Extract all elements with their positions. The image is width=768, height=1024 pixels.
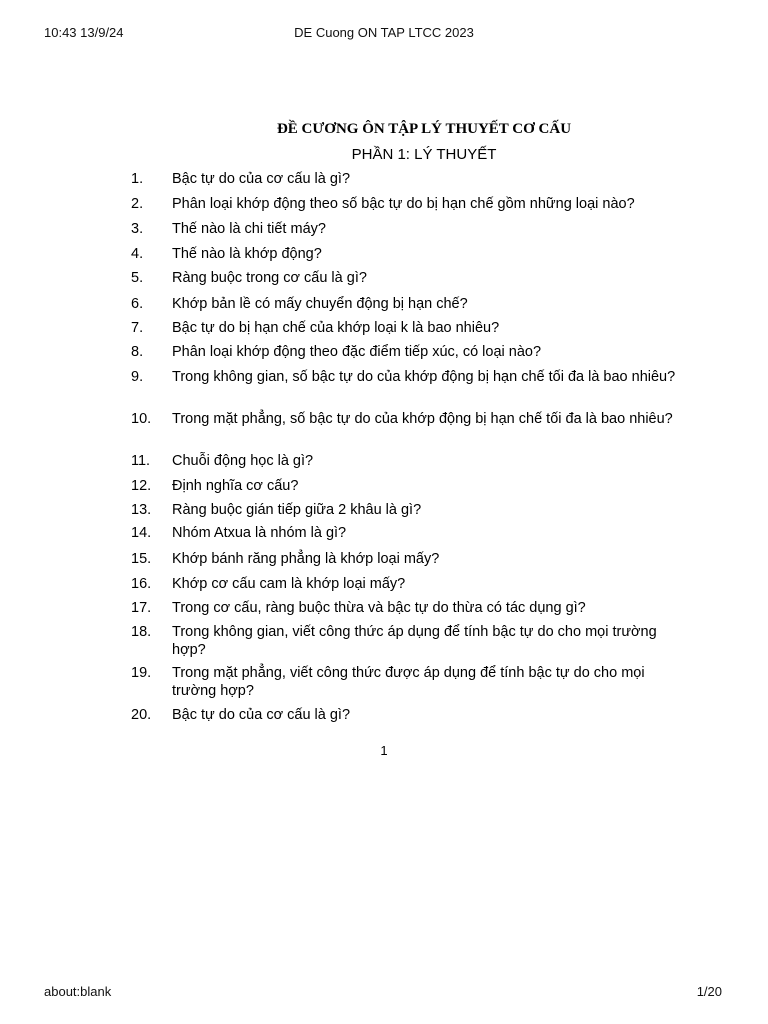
question-text: Phân loại khớp động theo số bậc tự do bị hạn chế gồm những loại nào? bbox=[172, 196, 635, 212]
question-number: 13. bbox=[131, 502, 152, 518]
question-number: 1. bbox=[131, 171, 144, 187]
question-text: Bậc tự do của cơ cấu là gì? bbox=[172, 171, 351, 187]
question-number: 19. bbox=[131, 665, 152, 681]
question-number: 17. bbox=[131, 600, 152, 616]
question-text: Trong mặt phẳng, số bậc tự do của khớp động bị hạn chế tối đa là bao nhiêu? bbox=[172, 411, 673, 427]
document-title: ĐỀ CƯƠNG ÔN TẬP LÝ THUYẾT CƠ CẤU bbox=[276, 121, 572, 137]
question-number: 5. bbox=[131, 270, 144, 286]
print-url: about:blank bbox=[44, 984, 112, 999]
question-text: Khớp cơ cấu cam là khớp loại mấy? bbox=[172, 576, 406, 592]
question-number: 2. bbox=[131, 196, 144, 212]
section-heading: PHẦN 1: LÝ THUYẾT bbox=[351, 146, 497, 163]
question-text: Ràng buộc gián tiếp giữa 2 khâu là gì? bbox=[172, 502, 422, 518]
question-number: 7. bbox=[131, 320, 144, 336]
question-text: Trong mặt phẳng, viết công thức được áp dụng để tính bậc tự do cho mọi trường hợp? bbox=[172, 665, 645, 699]
question-number: 8. bbox=[131, 344, 144, 360]
question-text: Ràng buộc trong cơ cấu là gì? bbox=[172, 270, 367, 286]
question-text: Khớp bản lề có mấy chuyển động bị hạn chế? bbox=[172, 296, 468, 312]
question-number: 6. bbox=[131, 296, 144, 312]
question-text: Phân loại khớp động theo đặc điểm tiếp xúc, có loại nào? bbox=[172, 344, 542, 360]
question-text: Định nghĩa cơ cấu? bbox=[172, 478, 299, 494]
question-number: 14. bbox=[131, 525, 152, 541]
question-text: Trong cơ cấu, ràng buộc thừa và bậc tự do thừa có tác dụng gì? bbox=[172, 600, 586, 616]
question-text: Bậc tự do của cơ cấu là gì? bbox=[172, 707, 351, 723]
question-text: Khớp bánh răng phẳng là khớp loại mấy? bbox=[172, 551, 440, 567]
print-doc-title: DE Cuong ON TAP LTCC 2023 bbox=[294, 25, 474, 40]
question-number: 18. bbox=[131, 624, 152, 640]
question-number: 11. bbox=[131, 453, 151, 469]
question-text: Trong không gian, viết công thức áp dụng để tính bậc tự do cho mọi trường hợp? bbox=[172, 624, 657, 658]
question-text: Bậc tự do bị hạn chế của khớp loại k là bao nhiêu? bbox=[172, 320, 500, 336]
question-number: 20. bbox=[131, 707, 152, 723]
question-number: 12. bbox=[131, 478, 152, 494]
question-number: 4. bbox=[131, 246, 144, 262]
question-text: Trong không gian, số bậc tự do của khớp động bị hạn chế tối đa là bao nhiêu? bbox=[172, 369, 676, 385]
question-text: Chuỗi động học là gì? bbox=[172, 453, 314, 469]
question-text: Thế nào là chi tiết máy? bbox=[172, 221, 326, 237]
page-number: 1 bbox=[380, 743, 388, 758]
question-text: Thế nào là khớp động? bbox=[172, 246, 322, 262]
question-number: 16. bbox=[131, 576, 152, 592]
question-text: Nhóm Atxua là nhóm là gì? bbox=[172, 525, 347, 541]
page-count: 1/20 bbox=[696, 984, 722, 999]
question-number: 3. bbox=[131, 221, 144, 237]
question-number: 10. bbox=[131, 411, 152, 427]
print-datetime: 10:43 13/9/24 bbox=[44, 25, 124, 40]
question-number: 9. bbox=[131, 369, 144, 385]
question-number: 15. bbox=[131, 551, 152, 567]
